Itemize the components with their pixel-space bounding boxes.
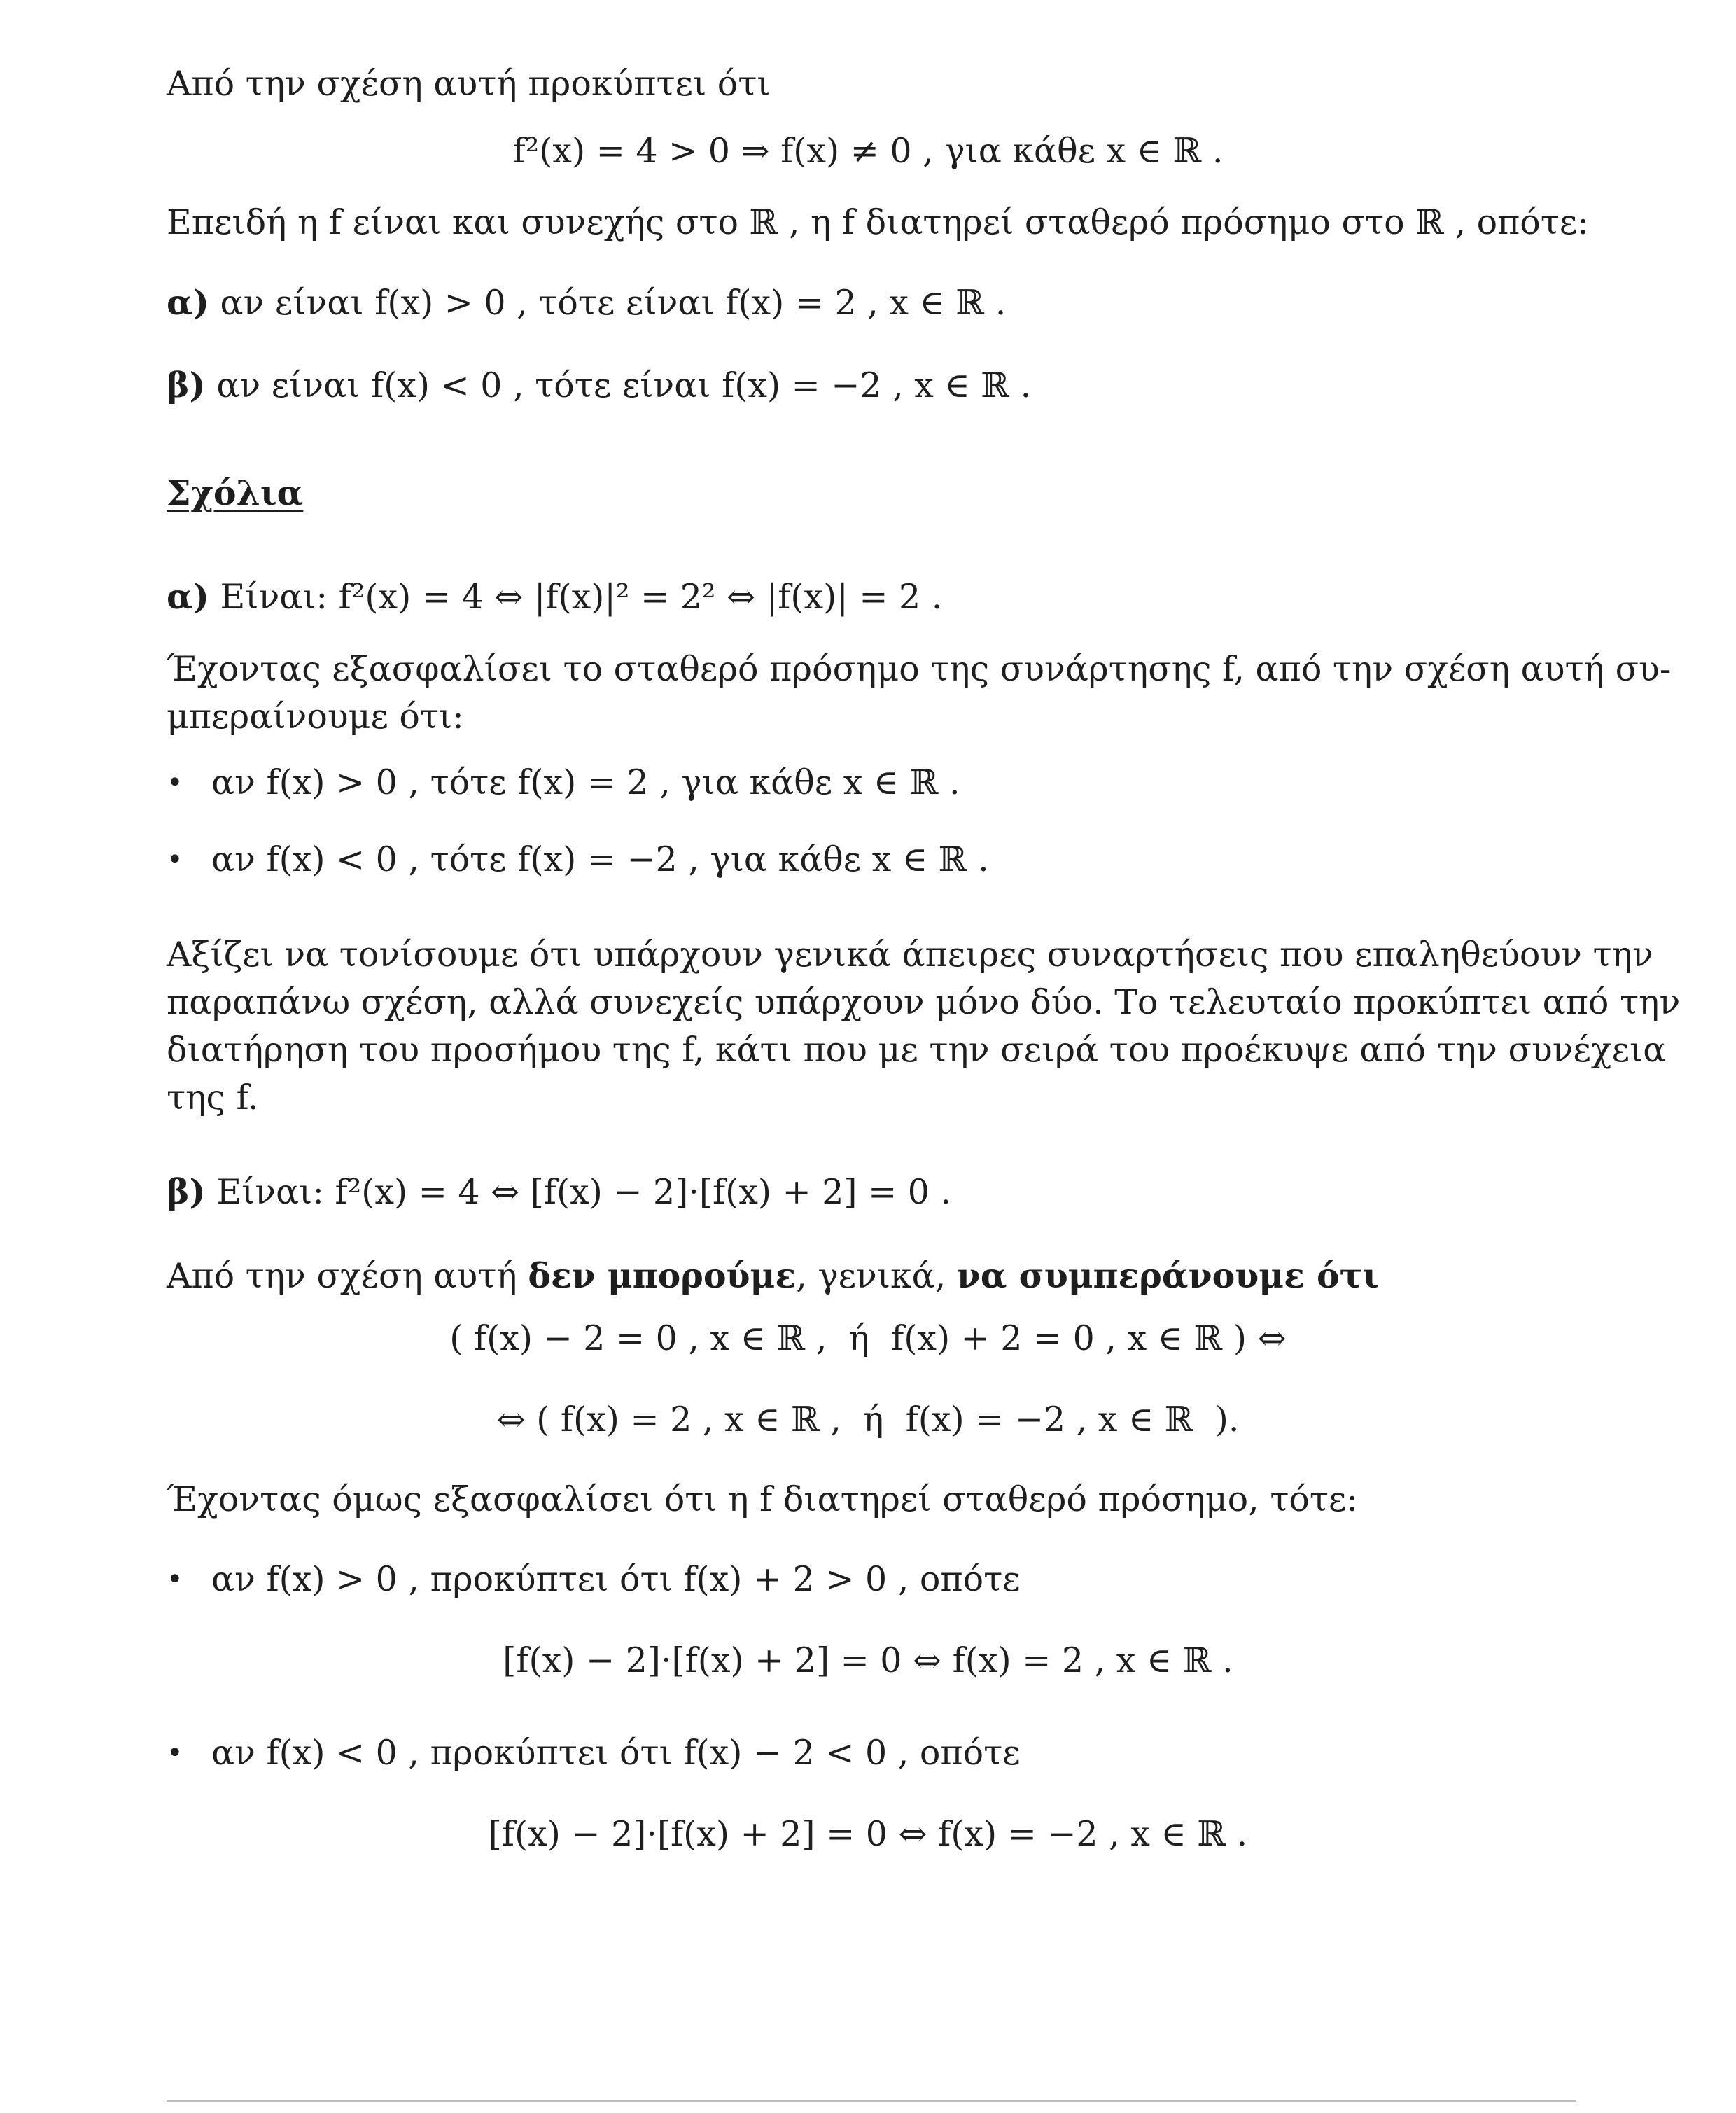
comment-b	[167, 1169, 951, 1215]
text-run: Από την σχέση αυτή	[167, 1256, 528, 1296]
footer-rule	[167, 2100, 1576, 2102]
bold-run: να συμπεράνουμε ότι	[956, 1255, 1380, 1296]
bullet: •	[167, 1737, 183, 1769]
paragraph-line: Αξίζει να τονίσουμε ότι υπάρχουν γενικά άπειρες συναρτήσεις που επαληθεύουν την	[167, 935, 1653, 975]
text-line: Από την σχέση αυτή προκύπτει ότι	[167, 64, 771, 104]
bullet: •	[167, 1563, 183, 1596]
paragraph-line: παραπάνω σχέση, αλλά συνεχείς υπάρχουν μόνο δύο. Το τελευταίο προκύπτει από την	[167, 982, 1681, 1022]
equation: [f(x) − 2]·[f(x) + 2] = 0 ⇔ f(x) = −2 , x ∈ ℝ .	[488, 1814, 1248, 1854]
paragraph-line	[167, 1253, 1379, 1299]
case-label: β)	[167, 365, 206, 405]
bold-run: δεν μπορούμε	[528, 1255, 797, 1296]
bullet-text: αν f(x) < 0 , προκύπτει ότι f(x) − 2 < 0 , οπότε	[211, 1733, 1021, 1773]
bullet-text: αν f(x) < 0 , τότε f(x) = −2 , για κάθε x ∈ ℝ .	[211, 839, 989, 879]
equation: ⇔ ( f(x) = 2 , x ∈ ℝ , ή f(x) = −2 , x ∈ ℝ ).	[496, 1400, 1240, 1439]
equation: ( f(x) − 2 = 0 , x ∈ ℝ , ή f(x) + 2 = 0 , x ∈ ℝ ) ⇔	[449, 1318, 1287, 1358]
case-text: αν είναι f(x) < 0 , τότε είναι f(x) = −2 , x ∈ ℝ .	[216, 365, 1032, 405]
equation: [f(x) − 2]·[f(x) + 2] = 0 ⇔ f(x) = 2 , x ∈ ℝ .	[503, 1640, 1233, 1680]
paragraph-line: μπεραίνουμε ότι:	[167, 697, 464, 737]
case-label: α)	[167, 282, 209, 323]
paragraph-line: Έχοντας εξασφαλίσει το σταθερό πρόσημο της συνάρτησης f, από την σχέση αυτή συ-	[167, 649, 1672, 689]
paragraph-line: διατήρηση του προσήμου της f, κάτι που με την σειρά του προέκυψε από την συνέχεια	[167, 1030, 1667, 1070]
bullet-text: αν f(x) > 0 , τότε f(x) = 2 , για κάθε x ∈ ℝ .	[211, 762, 960, 802]
paragraph-line: Έχοντας όμως εξασφαλίσει ότι η f διατηρεί σταθερό πρόσημο, τότε:	[167, 1479, 1358, 1519]
case-text: αν είναι f(x) > 0 , τότε είναι f(x) = 2 , x ∈ ℝ .	[220, 283, 1007, 323]
bullet: •	[167, 844, 183, 876]
comment-a	[167, 574, 942, 620]
comment-label: β)	[167, 1171, 206, 1212]
comment-text: Είναι: f²(x) = 4 ⇔ [f(x) − 2]·[f(x) + 2] = 0 .	[216, 1172, 952, 1212]
text-run: , γενικά,	[796, 1256, 957, 1296]
paragraph-line: της f.	[167, 1078, 259, 1117]
text-line: Επειδή η f είναι και συνεχής στο ℝ , η f διατηρεί σταθερό πρόσημο στο ℝ , οπότε:	[167, 202, 1589, 242]
comment-text: Είναι: f²(x) = 4 ⇔ |f(x)|² = 2² ⇔ |f(x)| = 2 .	[220, 577, 943, 617]
comment-label: α)	[167, 576, 209, 617]
section-heading: Σχόλια	[167, 473, 304, 513]
bullet: •	[167, 767, 183, 799]
bullet-text: αν f(x) > 0 , προκύπτει ότι f(x) + 2 > 0 , οπότε	[211, 1559, 1021, 1599]
case-a	[167, 280, 1006, 326]
equation: f²(x) = 4 > 0 ⇒ f(x) ≠ 0 , για κάθε x ∈ ℝ .	[512, 131, 1224, 171]
case-b	[167, 363, 1031, 408]
